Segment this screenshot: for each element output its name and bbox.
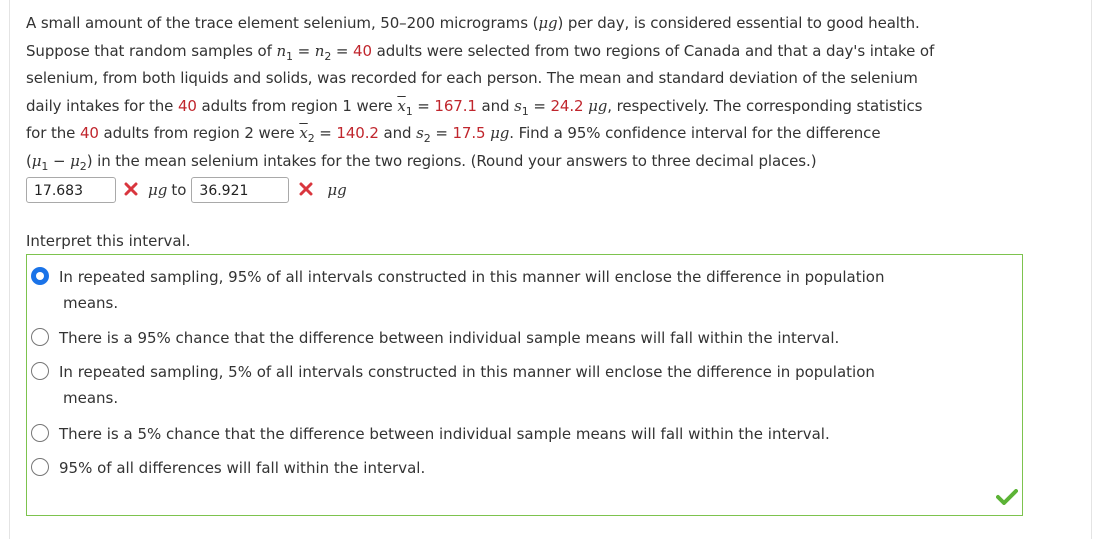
incorrect-icon [295,177,317,203]
question-line-2: Suppose that random samples of $n_1 = n_2 = 40$ adults were selected from two regions of Canada and that a day's intake of [26,41,935,63]
x2-value: 140.2 [336,124,379,142]
choice-5-text: 95% of all differences will fall within the interval. [59,459,426,477]
choice-4-text: There is a 5% chance that the difference between individual sample means will fall within the interval. [59,425,830,443]
choices-box [26,254,1023,516]
choice-3-text: In repeated sampling, 5% of all intervals constructed in this manner will enclose the difference in population [59,363,875,381]
x1-value: 167.1 [434,96,477,115]
s1-value: 24.2 [550,96,584,115]
unit-label-1: μg [148,181,168,199]
question-line-6: $(\mu_1 - \mu_2)$ in the mean selenium intakes for the two regions. (Round your answers to three decimal places.) [26,151,817,173]
sample-size-value: 40 [353,41,372,60]
question-line-5: for the 40 adults from region 2 were $\overline{x}_2 = 140.2$ and $s_2 = 17.5$ μg. Find a 95% confidence interval for the difference [26,124,881,145]
choice-3-text-cont: means. [63,389,119,407]
question-line-3: selenium, from both liquids and solids, was recorded for each person. The mean and standard deviation of the selenium [26,69,918,87]
radio-button[interactable] [31,458,49,476]
choice-1-text: In repeated sampling, 95% of all intervals constructed in this manner will enclose the difference in population [59,268,885,286]
answer-row [26,175,351,205]
unit-label-2: μg [327,181,347,199]
choice-1[interactable] [31,264,999,316]
interpret-label: Interpret this interval. [26,232,191,250]
radio-button[interactable] [31,328,49,346]
choice-2-text: There is a 95% chance that the difference between individual sample means will fall within the interval. [59,329,840,347]
question-line-4: daily intakes for the 40 adults from region 1 were $\overline{x}_1 = 167.1$ and $s_1 = 24.2$ μg, respectively. The corresponding statistics [26,96,923,118]
question-line-1: A small amount of the trace element selenium, 50–200 micrograms (μg) per day, is considered essential to good health. [26,14,920,32]
question-text [26,10,1076,175]
radio-button[interactable] [31,362,49,380]
choice-3[interactable] [31,359,999,411]
choice-2[interactable] [31,325,999,351]
s2-value: 17.5 [452,124,486,142]
upper-bound-input[interactable]: 36.921 [191,177,289,203]
choice-1-text-cont: means. [63,294,119,312]
to-label: to [171,181,187,199]
radio-selected[interactable] [31,267,49,285]
incorrect-icon [120,177,142,203]
correct-check-icon [996,489,1018,509]
radio-button[interactable] [31,424,49,442]
lower-bound-input[interactable]: 17.683 [26,177,116,203]
choice-5[interactable] [31,455,999,481]
choice-4[interactable] [31,421,999,447]
